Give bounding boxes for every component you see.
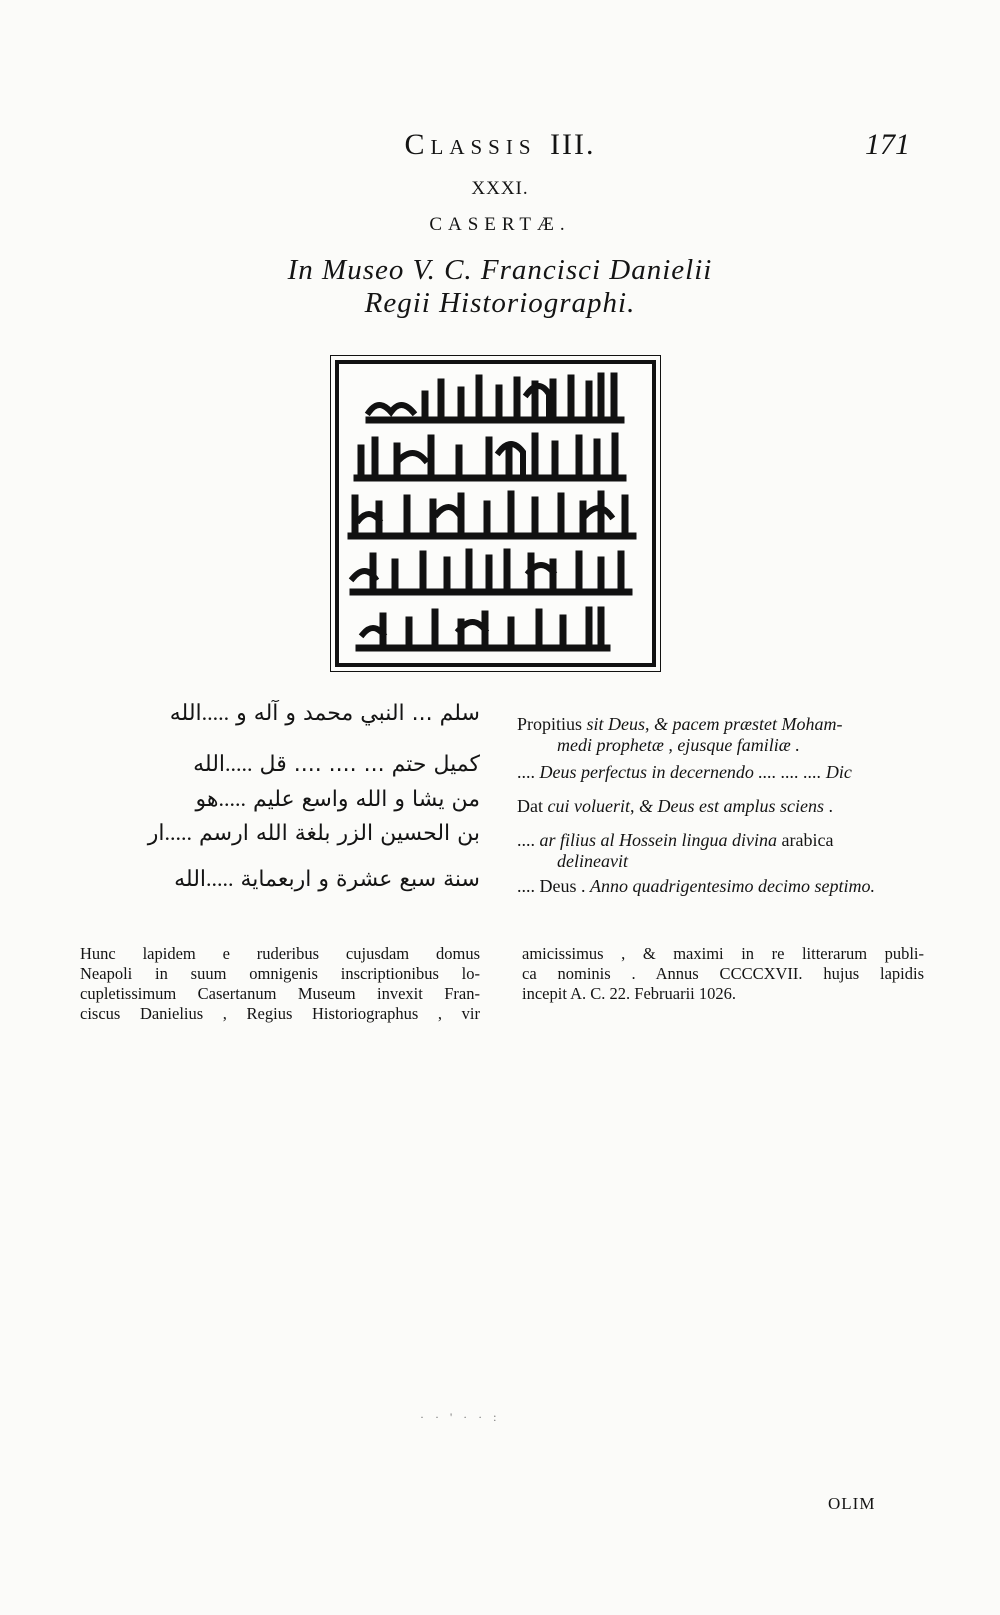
location-line-1: In Museo V. C. Francisci Danielii <box>287 254 713 286</box>
kufic-inscription-drawing <box>339 364 652 663</box>
place-heading: CASERTÆ. <box>429 214 571 235</box>
latin-line-5-part: .... <box>517 830 540 850</box>
latin-line-3 <box>517 762 932 783</box>
latin-line-7-part: Anno quadrigentesimo decimo septimo. <box>590 876 875 896</box>
latin-line-5 <box>517 830 932 851</box>
latin-line-1-part: , <box>645 714 655 734</box>
section-heading <box>0 128 1000 162</box>
commentary-right-column <box>522 944 924 1004</box>
commentary-left-column <box>80 944 480 1024</box>
classis-number: III. <box>550 128 596 161</box>
arabic-line-1-text: سلم ... النبي محمد و آله و <box>236 701 480 726</box>
location-line-2: Regii Historiographi. <box>364 287 636 319</box>
latin-line-6-part: delineavit <box>557 851 628 871</box>
latin-line-4-part: cui voluerit <box>547 796 630 816</box>
latin-line-5-part: arabica <box>781 830 834 850</box>
latin-line-2 <box>517 735 932 756</box>
latin-line-1-part: & pacem præstet Moham- <box>654 714 843 734</box>
faint-ink-marks: · · ' · · : <box>420 1410 501 1424</box>
latin-line-4 <box>517 796 932 817</box>
commentary-line: ciscus Danielius , Regius Historiographus , vir <box>80 1004 480 1023</box>
arabic-line-5-lead: .....الله <box>174 866 234 891</box>
arabic-line-4-text: بن الحسين الزر بلغة الله ارسم <box>199 821 480 846</box>
latin-line-5-part: ar filius al Hossein lingua divina <box>539 830 782 850</box>
commentary-line: Neapoli in suum omnigenis inscriptionibus lo- <box>80 964 480 983</box>
latin-line-1 <box>517 714 932 735</box>
kufic-inscription-stone-icon <box>335 360 656 667</box>
page-number: 171 <box>865 128 910 161</box>
arabic-line-4-lead: .....ار <box>147 820 193 845</box>
latin-line-7 <box>517 876 932 897</box>
latin-line-4-part: . <box>823 796 833 816</box>
arabic-line-3-lead: .....هو <box>195 786 246 811</box>
arabic-line-5-text: سنة سبع عشرة و اربعماية <box>240 867 480 892</box>
arabic-line-4 <box>56 820 480 852</box>
arabic-line-1-lead: .....الله <box>169 700 230 725</box>
commentary-line: ca nominis . Annus CCCCXVII. hujus lapidis <box>522 964 924 983</box>
latin-line-2-part: medi prophetæ , ejusque familiæ . <box>557 735 800 755</box>
latin-line-7-part: .... Deus . <box>517 876 590 896</box>
latin-line-3-part: Deus perfectus in decernendo .... .... .... Dic <box>539 762 852 782</box>
catchword: OLIM <box>828 1494 876 1513</box>
latin-line-1-part: Propitius <box>517 714 587 734</box>
commentary-line: incepit A. C. 22. Februarii 1026. <box>522 984 737 1003</box>
arabic-line-1 <box>56 700 480 732</box>
arabic-line-2-lead: .....الله <box>193 751 253 776</box>
latin-line-4-part: & Deus est amplus sciens <box>638 796 824 816</box>
inscription-number: XXXI. <box>471 178 529 199</box>
arabic-line-3-text: من يشا و الله واسع عليم <box>252 787 480 812</box>
arabic-line-2 <box>56 751 480 783</box>
latin-line-4-part: Dat <box>517 796 548 816</box>
latin-line-3-part: .... <box>517 762 540 782</box>
latin-line-1-part: sit Deus <box>586 714 646 734</box>
commentary-line: cupletissimum Casertanum Museum invexit Fran- <box>80 984 480 1003</box>
arabic-line-5 <box>56 866 480 898</box>
latin-line-4-part: , <box>629 796 639 816</box>
latin-line-6 <box>517 851 932 872</box>
arabic-line-2-text: كميل حتم ... .... .... قل <box>259 752 480 777</box>
arabic-line-3 <box>56 786 480 818</box>
commentary-line: Hunc lapidem e ruderibus cujusdam domus <box>80 944 480 963</box>
classis-label: Classis <box>404 128 537 161</box>
commentary-line: amicissimus , & maximi in re litterarum publi- <box>522 944 924 963</box>
